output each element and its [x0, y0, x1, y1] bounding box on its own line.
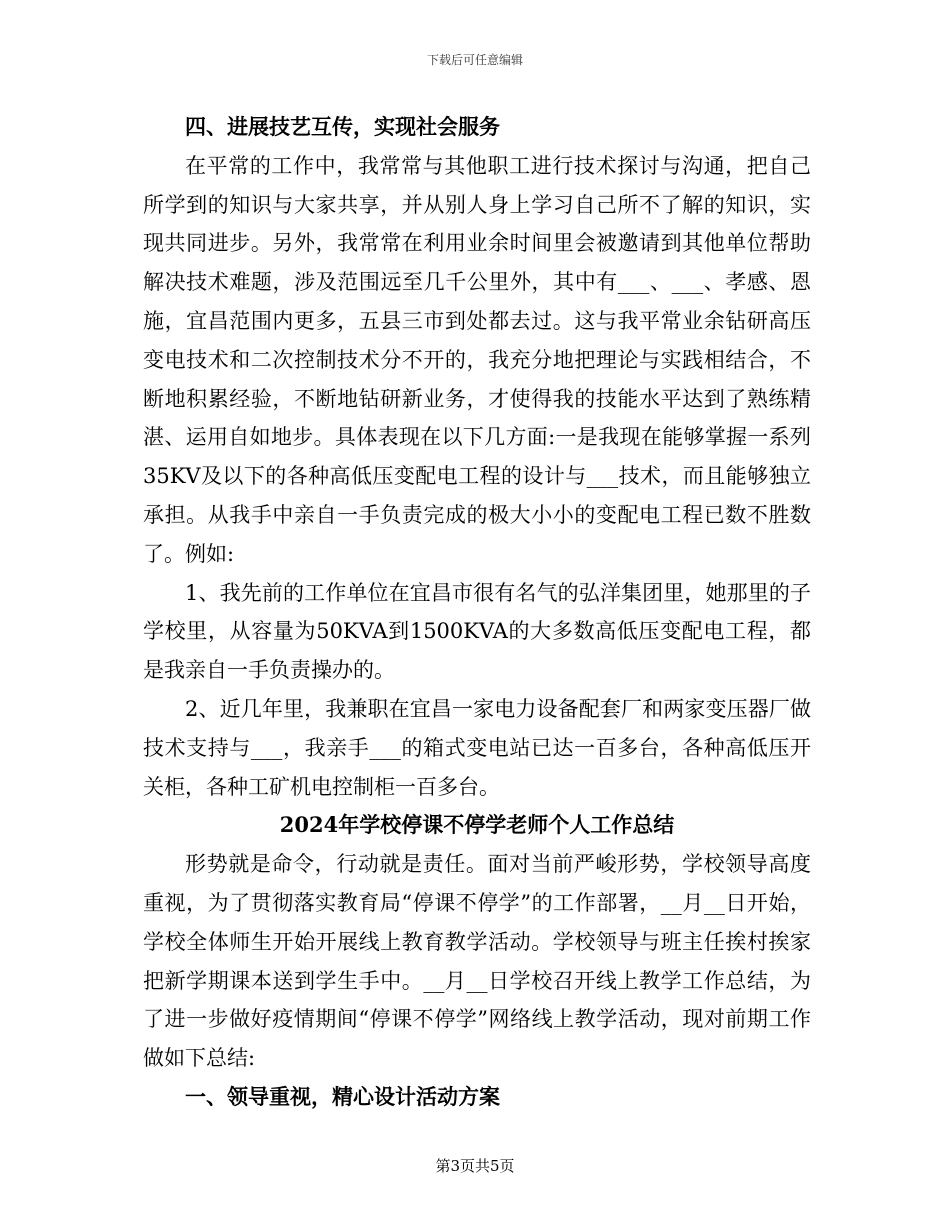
- list-item-2: 2、近几年里，我兼职在宜昌一家电力设备配套厂和两家变压器厂做技术支持与___，我亲手___的箱式变电站已达一百多台，各种高低压开关柜，各种工矿机电控制柜一百多台。: [143, 696, 811, 799]
- document-body: [143, 108, 811, 1117]
- section-heading-4: 四、进展技艺互传，实现社会服务: [185, 114, 500, 139]
- page-header: 下载后可任意编辑: [426, 53, 523, 67]
- page-number: 第3页共5页: [435, 1157, 515, 1175]
- document-title: 2024年学校停课不停学老师个人工作总结: [279, 812, 675, 838]
- paragraph-intro: 形势就是命令，行动就是责任。面对当前严峻形势，学校领导高度重视，为了贯彻落实教育局“停课不停学”的工作部署，__月__日开始，学校全体师生开始开展线上教育教学活动。学校领导与班主任挨村挨家把新学期课本送到学生手中。__月__日学校召开线上教学工作总结，为了进一步做好疫情期间“停课不停学”网络线上教学活动，现对前期工作做如下总结:: [143, 852, 811, 1071]
- list-item-1: 1、我先前的工作单位在宜昌市很有名气的弘洋集团里，她那里的子学校里，从容量为50KVA到1500KVA的大多数高低压变配电工程，都是我亲自一手负责操办的。: [143, 580, 811, 683]
- section-heading-1: 一、领导重视，精心设计活动方案: [185, 1083, 500, 1109]
- paragraph-tech-exchange: 在平常的工作中，我常常与其他职工进行技术探讨与沟通，把自己所学到的知识与大家共享，并从别人身上学习自己所不了解的知识，实现共同进步。另外，我常常在利用业余时间里会被邀请到其他单位帮助解决技术难题，涉及范围远至几千公里外，其中有___、___、孝感、恩施，宜昌范围内更多，五县三市到处都去过。这与我平常业余钻研高压变电技术和二次控制技术分不开的，我充分地把理论与实践相结合，不断地积累经验，不断地钻研新业务，才使得我的技能水平达到了熟练精湛、运用自如地步。具体表现在以下几方面:一是我现在能够掌握一系列35KV及以下的各种高低压变配电工程的设计与___技术，而且能够独立承担。从我手中亲自一手负责完成的极大小小的变配电工程已数不胜数了。例如:: [143, 153, 811, 566]
